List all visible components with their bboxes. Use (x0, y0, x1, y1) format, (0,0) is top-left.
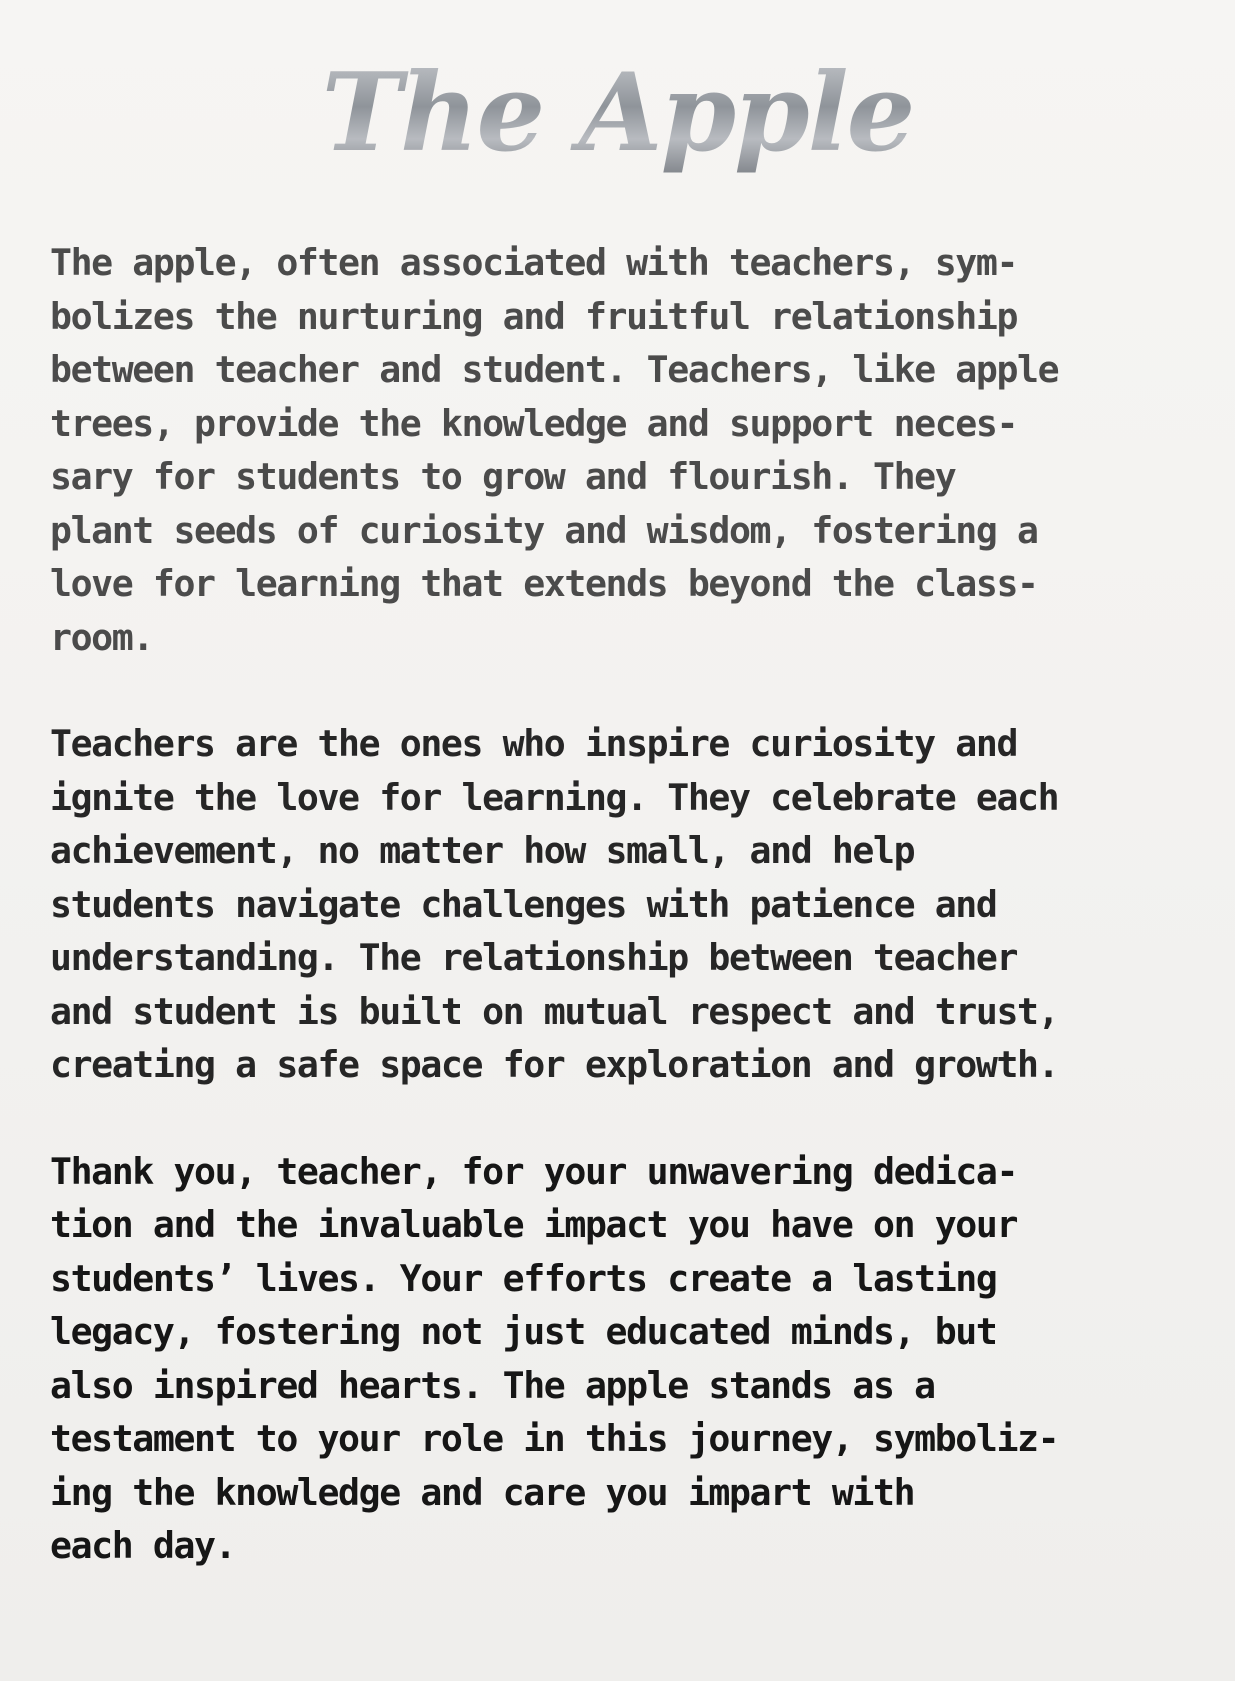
text-line: bolizes the nurturing and fruitful relationship (50, 294, 1018, 338)
text-line: each day. (50, 1524, 236, 1567)
text-line: tion and the invaluable impact you have on your (50, 1203, 1018, 1246)
text-line: students’ lives. Your efforts create a lasting (50, 1256, 997, 1300)
text-line: testament to your role in this journey, symboliz- (50, 1417, 1059, 1460)
text-line: between teacher and student. Teachers, like apple (50, 348, 1059, 391)
paragraph-2 (50, 717, 1195, 1092)
body-text (50, 236, 1195, 1626)
text-line: and student is built on mutual respect and trust, (50, 989, 1059, 1033)
text-line: plant seeds of curiosity and wisdom, fostering a (50, 508, 1038, 552)
text-line: also inspired hearts. The apple stands as a (50, 1363, 935, 1407)
text-line: legacy, fostering not just educated minds, but (50, 1310, 997, 1353)
text-line: Thank you, teacher, for your unwavering dedica- (50, 1149, 1018, 1193)
text-line: ing the knowledge and care you impart with (50, 1470, 915, 1514)
text-line: creating a safe space for exploration and growth. (50, 1043, 1059, 1086)
page-title: The Apple (0, 48, 1235, 178)
text-line: The apple, often associated with teachers, sym- (50, 241, 1018, 284)
text-line: achievement, no matter how small, and help (50, 829, 915, 872)
text-line: Teachers are the ones who inspire curiosity and (50, 722, 1018, 765)
paragraph-3 (50, 1145, 1195, 1573)
paragraph-1 (50, 236, 1195, 664)
text-line: understanding. The relationship between teacher (50, 936, 1018, 979)
text-line: love for learning that extends beyond the class- (50, 562, 1038, 605)
text-line: trees, provide the knowledge and support neces- (50, 401, 1018, 445)
text-line: sary for students to grow and flourish. They (50, 455, 956, 498)
text-line: ignite the love for learning. They celebrate each (50, 775, 1059, 819)
text-line: room. (50, 615, 153, 659)
text-line: students navigate challenges with patience and (50, 882, 997, 926)
